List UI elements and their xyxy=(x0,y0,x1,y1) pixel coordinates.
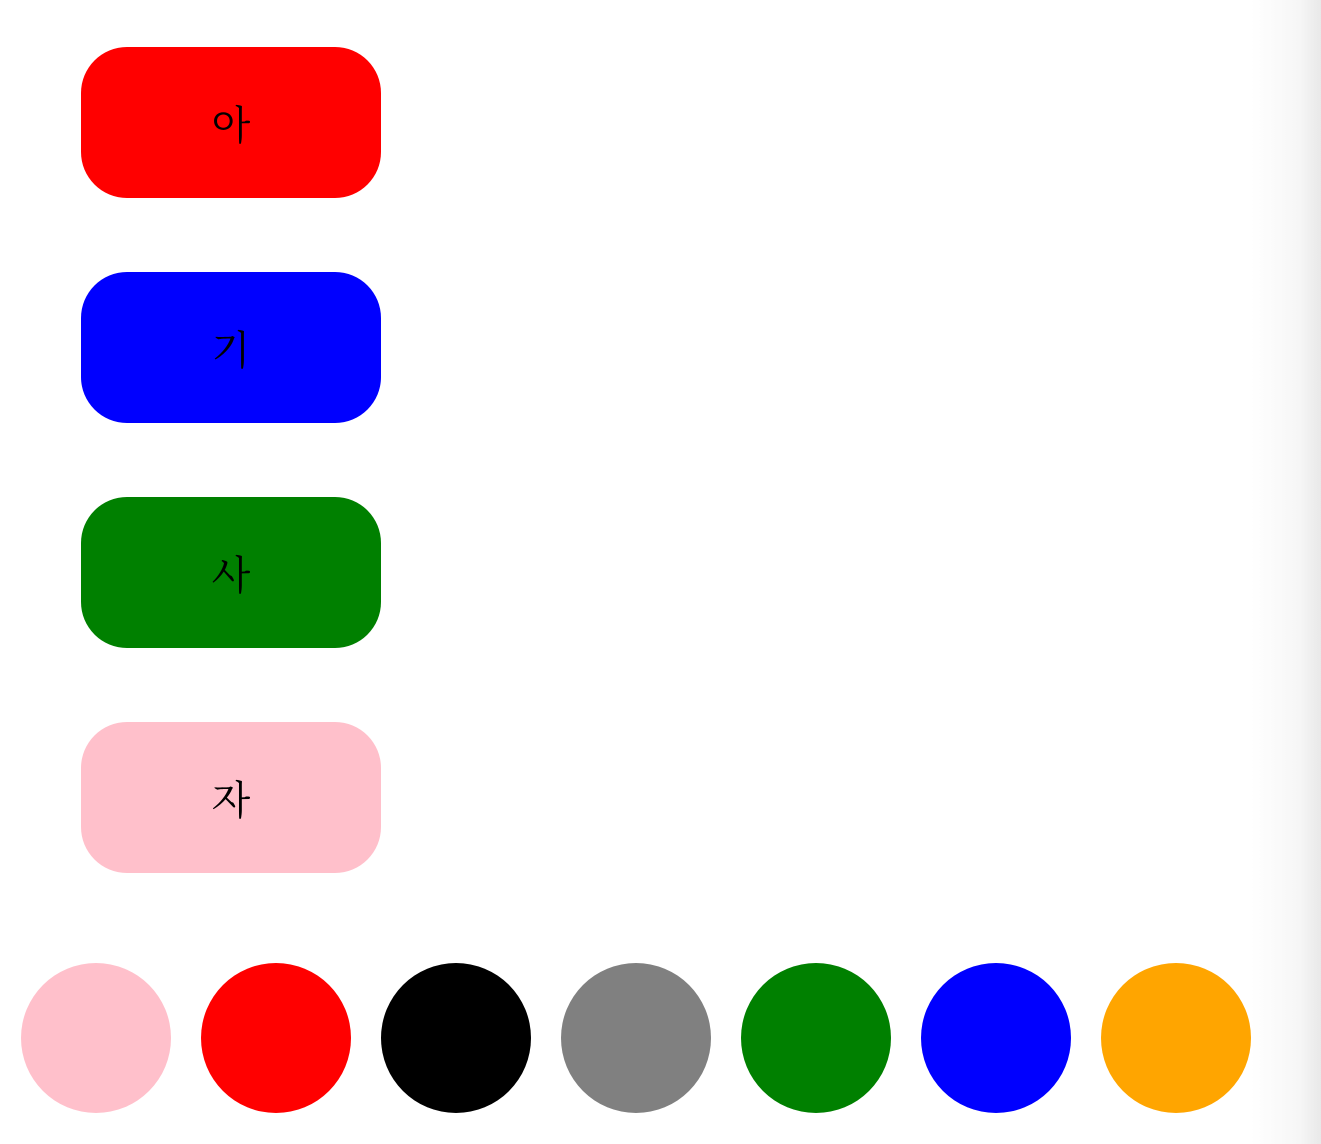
color-swatch-green[interactable] xyxy=(741,963,891,1113)
color-swatch-orange[interactable] xyxy=(1101,963,1251,1113)
syllable-button-stack xyxy=(81,47,381,873)
color-swatch-pink[interactable] xyxy=(21,963,171,1113)
color-swatch-red[interactable] xyxy=(201,963,351,1113)
syllable-button-gi[interactable]: 기 xyxy=(81,272,381,423)
syllable-button-sa[interactable]: 사 xyxy=(81,497,381,648)
syllable-button-a[interactable]: 아 xyxy=(81,47,381,198)
window-edge-shadow xyxy=(1251,0,1321,1144)
syllable-button-ja[interactable]: 자 xyxy=(81,722,381,873)
color-swatch-row xyxy=(21,963,1251,1113)
color-swatch-black[interactable] xyxy=(381,963,531,1113)
color-swatch-gray[interactable] xyxy=(561,963,711,1113)
color-swatch-blue[interactable] xyxy=(921,963,1071,1113)
